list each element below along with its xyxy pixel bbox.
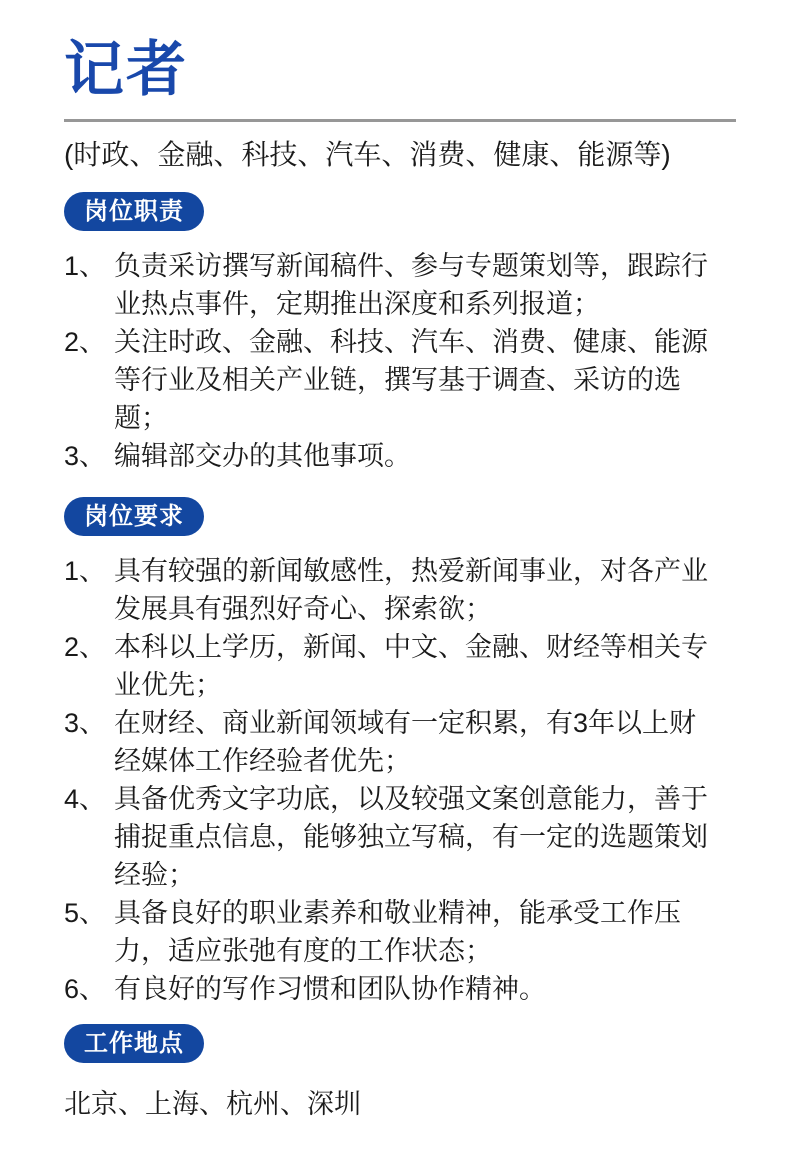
- list-item-number: 6、: [64, 973, 107, 1004]
- location-badge: 工作地点: [64, 1024, 204, 1063]
- list-item: [64, 437, 741, 475]
- list-item: [64, 247, 741, 323]
- list-item-text: 在财经、商业新闻领域有一定积累，有3年以上财经媒体工作经验者优先；: [114, 707, 697, 776]
- list-item: [64, 780, 741, 894]
- list-item: [64, 552, 741, 628]
- list-item: [64, 628, 741, 704]
- list-item-number: 3、: [64, 440, 107, 471]
- list-item-text: 具备优秀文字功底，以及较强文案创意能力，善于捕捉重点信息，能够独立写稿，有一定的选题策划经验；: [114, 783, 708, 890]
- requirements-badge: 岗位要求: [64, 497, 204, 536]
- list-item-number: 2、: [64, 631, 107, 662]
- beat-coverage-subtitle: (时政、金融、科技、汽车、消费、健康、能源等): [64, 139, 671, 170]
- list-item-number: 4、: [64, 783, 107, 814]
- list-item-text: 具备良好的职业素养和敬业精神，能承受工作压力，适应张弛有度的工作状态；: [114, 897, 681, 966]
- requirements-list: [64, 552, 741, 1008]
- page-title: 记者: [64, 35, 188, 105]
- list-item-number: 2、: [64, 326, 107, 357]
- list-item-text: 本科以上学历，新闻、中文、金融、财经等相关专业优先；: [114, 631, 708, 700]
- work-locations: 北京、上海、杭州、深圳: [64, 1088, 361, 1119]
- list-item-number: 3、: [64, 707, 107, 738]
- section-requirements: [64, 475, 741, 1008]
- list-item-number: 1、: [64, 250, 107, 281]
- title-divider: [64, 119, 736, 122]
- list-item-text: 具有较强的新闻敏感性，热爱新闻事业，对各产业发展具有强烈好奇心、探索欲；: [114, 555, 708, 624]
- list-item: [64, 894, 741, 970]
- list-item-text: 关注时政、金融、科技、汽车、消费、健康、能源等行业及相关产业链，撰写基于调查、采访的选题；: [114, 326, 708, 433]
- list-item: [64, 323, 741, 437]
- list-item-number: 5、: [64, 897, 107, 928]
- list-item: [64, 704, 741, 780]
- list-item-number: 1、: [64, 555, 107, 586]
- list-item-text: 有良好的写作习惯和团队协作精神。: [114, 973, 546, 1004]
- responsibilities-badge: 岗位职责: [64, 192, 204, 231]
- section-location: [64, 1008, 741, 1122]
- list-item: [64, 970, 741, 1008]
- responsibilities-list: [64, 247, 741, 475]
- section-responsibilities: [64, 172, 741, 475]
- list-item-text: 负责采访撰写新闻稿件、参与专题策划等，跟踪行业热点事件，定期推出深度和系列报道；: [114, 250, 708, 319]
- list-item-text: 编辑部交办的其他事项。: [114, 440, 411, 471]
